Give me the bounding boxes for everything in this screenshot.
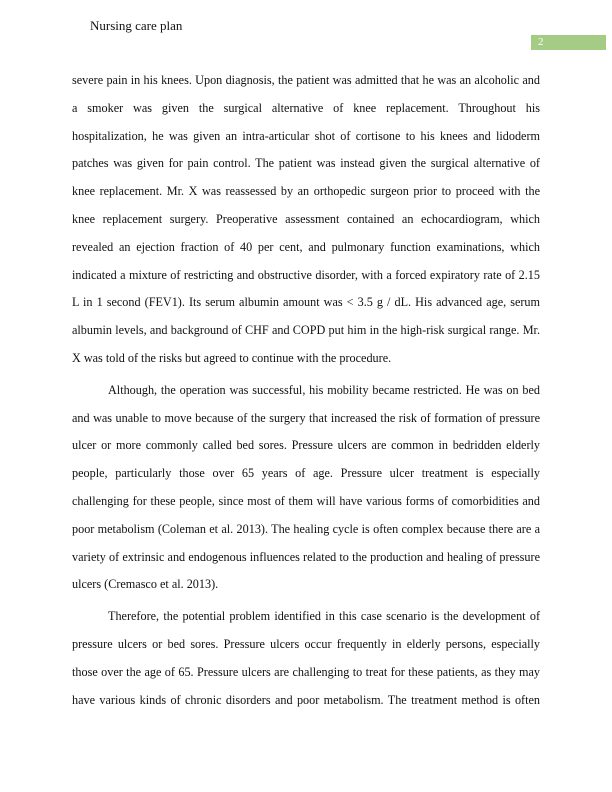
paragraph-patient-history: severe pain in his knees. Upon diagnosis, the patient was admitted that he was an alcoholic and a smoker was given the surgical alternative of knee replacement. Throughout his hospitalization, he was given an intra-articular shot of cortisone to his knees and lidoderm patches was given for pain control. The patient was instead given the surgical alternative of knee replacement. Mr. X was reassessed by an orthopedic surgeon prior to proceed with the knee replacement surgery. Preoperative assessment contained an echocardiogram, which revealed an ejection fraction of 40 per cent, and pulmonary function examinations, which indicated a mixture of restricting and obstructive disorder, with a forced expiratory rate of 2.15 L in 1 second (FEV1). Its serum albumin amount was < 3.5 g / dL. His advanced age, serum albumin levels, and background of CHF and COPD put him in the high-risk surgical range. Mr. X was told of the risks but agreed to continue with the procedure. [72,73,540,365]
running-header-title: Nursing care plan [90,18,183,33]
page-number-badge: 2 [531,35,606,50]
paragraph-mobility-restriction: Although, the operation was successful, his mobility became restricted. He was on bed and was unable to move because of the surgery that increased the risk of formation of pressure ulcer or more commonly called bed sores. Pressure ulcers are common in bedridden elderly people, particularly those over 65 years of age. Pressure ulcer treatment is especially challenging for these people, since most of them will have various forms of comorbidities and poor metabolism (Coleman et al. 2013). The healing cycle is often complex because there are a variety of extrinsic and endogenous influences related to the production and healing of pressure ulcers (Cremasco et al. 2013). [72,382,540,592]
document-body [72,67,540,718]
paragraph-potential-problem: Therefore, the potential problem identified in this case scenario is the development of pressure ulcers or bed sores. Pressure ulcers occur frequently in elderly persons, especially those over the age of 65. Pressure ulcers are challenging to treat for these patients, as they may have various kinds of chronic disorders and poor metabolism. The treatment method is often [72,609,540,707]
